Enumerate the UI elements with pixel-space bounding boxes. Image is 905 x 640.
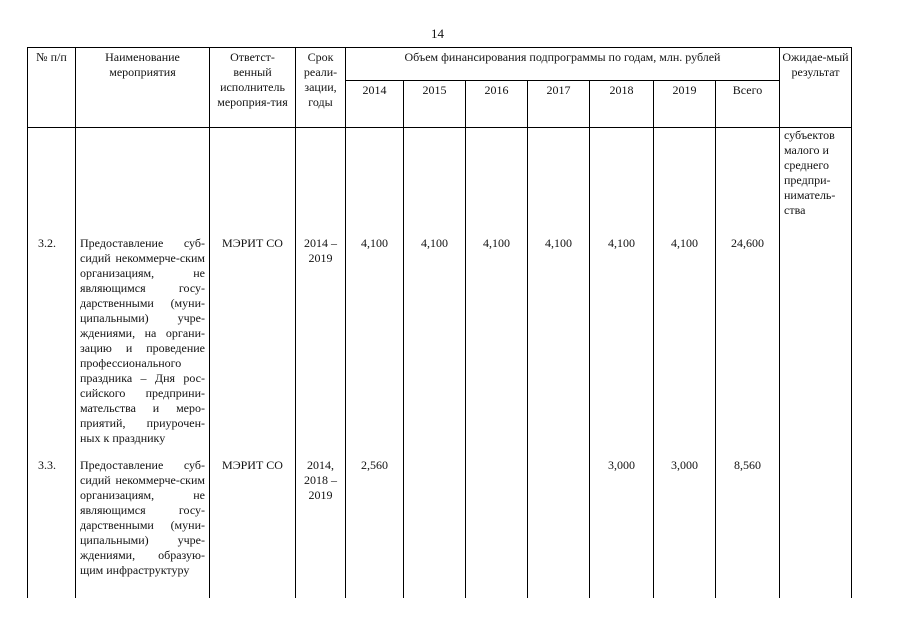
row-value-2016: 4,100 — [466, 236, 528, 458]
row-executor: МЭРИТ СО — [210, 236, 296, 458]
header-year-2016: 2016 — [466, 81, 528, 128]
row-value-2015 — [404, 458, 466, 598]
header-year-2019: 2019 — [654, 81, 716, 128]
row-value-2018: 4,100 — [590, 236, 654, 458]
funding-table — [27, 47, 852, 598]
table-row — [28, 236, 852, 458]
row-value-2016 — [466, 458, 528, 598]
row-value-2014: 2,560 — [346, 458, 404, 598]
row-name: Предоставление суб-сидий некоммерче-ским организациям, не являющимся госу-дарственными (муни-ципальными) учре-ждениями, образую-щим инфраструктуру — [76, 458, 210, 598]
row-value-2014: 4,100 — [346, 236, 404, 458]
row-value-2019: 4,100 — [654, 236, 716, 458]
row-name: Предоставление суб-сидий некоммерче-ским организациям, не являющимся госу-дарственными (муни-ципальными) учре-ждениями, на органи-зацию и проведение профессионального праздника – Дня рос-сийского предприни-мательства и меро-приятий, приурочен-ных к празднику — [76, 236, 210, 458]
row-value-total: 24,600 — [716, 236, 780, 458]
continuation-result: субъектов малого и среднего предпри- ниматель- ства — [780, 128, 852, 236]
table-row-continuation — [28, 128, 852, 236]
row-executor: МЭРИТ СО — [210, 458, 296, 598]
page-number: 14 — [431, 26, 444, 41]
row-value-2015: 4,100 — [404, 236, 466, 458]
row-number: 3.2. — [28, 236, 76, 458]
header-year-2017: 2017 — [528, 81, 590, 128]
table-row — [28, 458, 852, 598]
header-executor: Ответст-венный исполнитель мероприя-тия — [210, 48, 296, 128]
header-year-2014: 2014 — [346, 81, 404, 128]
header-result: Ожидае-мый результат — [780, 48, 852, 128]
row-number: 3.3. — [28, 458, 76, 598]
row-value-2017: 4,100 — [528, 236, 590, 458]
row-value-2019: 3,000 — [654, 458, 716, 598]
header-total: Всего — [716, 81, 780, 128]
header-row-1 — [28, 48, 852, 81]
row-term: 2014, 2018 – 2019 — [296, 458, 346, 598]
header-funding-group: Объем финансирования подпрограммы по годам, млн. рублей — [346, 48, 780, 81]
row-value-2018: 3,000 — [590, 458, 654, 598]
row-result — [780, 236, 852, 458]
header-year-2018: 2018 — [590, 81, 654, 128]
header-name: Наименование мероприятия — [76, 48, 210, 128]
header-year-2015: 2015 — [404, 81, 466, 128]
row-value-total: 8,560 — [716, 458, 780, 598]
row-term: 2014 – 2019 — [296, 236, 346, 458]
header-term: Срок реали-зации, годы — [296, 48, 346, 128]
header-num: № п/п — [28, 48, 76, 128]
row-value-2017 — [528, 458, 590, 598]
row-result — [780, 458, 852, 598]
